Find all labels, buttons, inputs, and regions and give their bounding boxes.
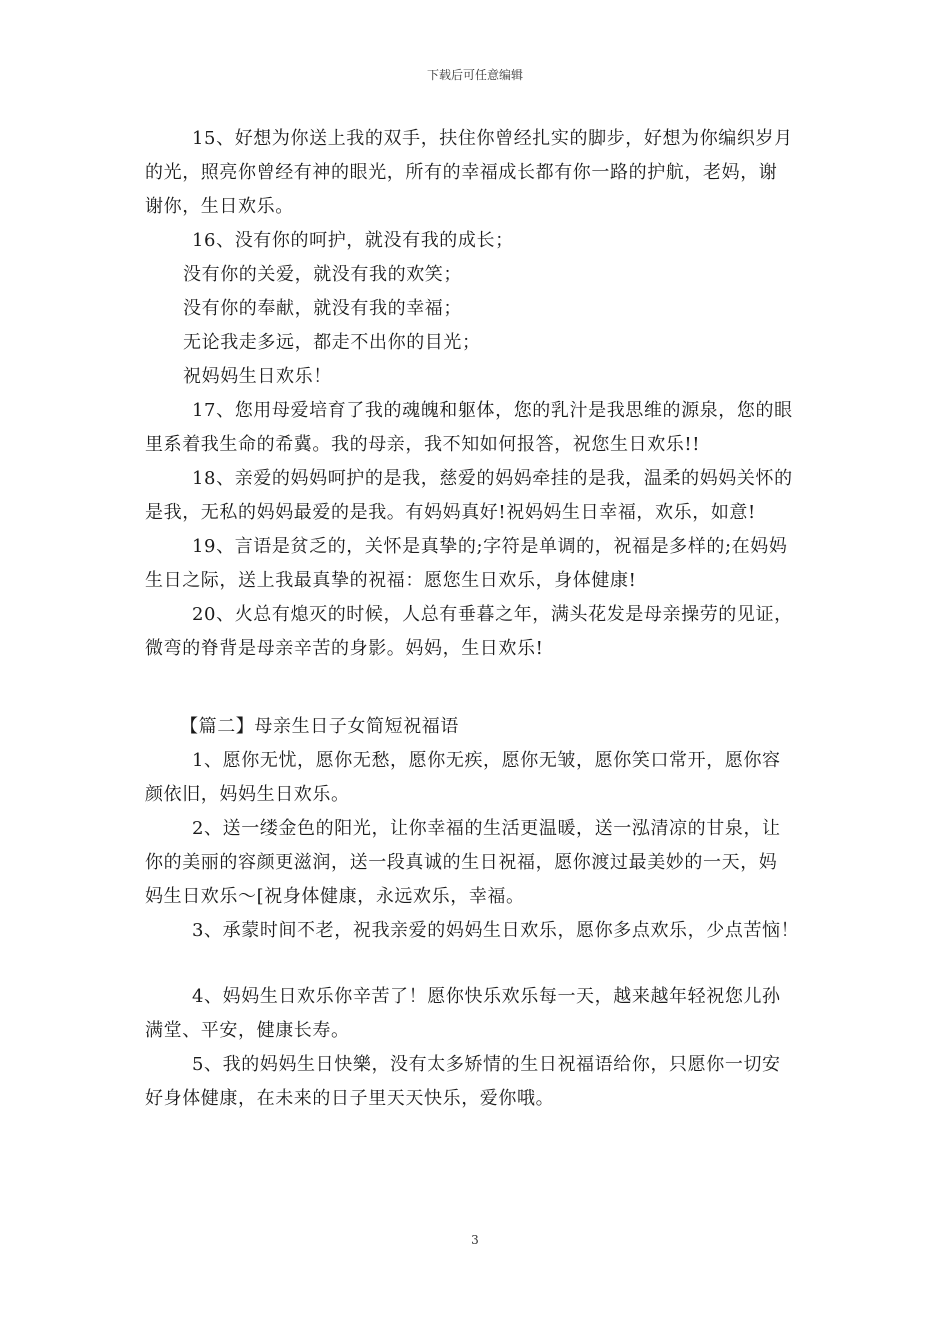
section-heading: 【篇二】母亲生日子女简短祝福语 xyxy=(180,716,459,737)
paragraph-16-line-3: 没有你的奉献，就没有我的幸福； xyxy=(183,298,462,319)
paragraph-19-line-2: 生日之际，送上我最真挚的祝福：愿您生日欢乐，身体健康! xyxy=(145,570,637,591)
paragraph-spacer xyxy=(145,948,810,980)
paragraph-15-line-2: 的光，照亮你曾经有神的眼光，所有的幸福成长都有你一路的护航，老妈，谢 xyxy=(145,162,778,183)
page-number: 3 xyxy=(471,1233,479,1247)
paragraph-20-line-2: 微弯的脊背是母亲辛苦的身影。妈妈，生日欢乐! xyxy=(145,638,544,659)
paragraph-17-line-2: 里系着我生命的希冀。我的母亲，我不知如何报答，祝您生日欢乐!! xyxy=(145,434,701,455)
paragraph-20-line-1: 20、火总有熄灭的时候，人总有垂暮之年，满头花发是母亲操劳的见证， xyxy=(192,604,793,625)
document-body xyxy=(145,122,810,1116)
section-spacer xyxy=(145,666,810,710)
item-2-line-3: 妈生日欢乐～[祝身体健康，永远欢乐，幸福。 xyxy=(145,886,525,907)
item-1-line-2: 颜依旧，妈妈生日欢乐。 xyxy=(145,784,350,805)
item-4-line-1: 4、妈妈生日欢乐你辛苦了！愿你快乐欢乐每一天，越来越年轻祝您儿孙 xyxy=(192,986,781,1007)
item-5-line-1: 5、我的妈妈生日快樂，没有太多矫情的生日祝福语给你，只愿你一切安 xyxy=(192,1054,781,1075)
paragraph-17-line-1: 17、您用母爱培育了我的魂魄和躯体，您的乳汁是我思维的源泉，您的眼 xyxy=(192,400,793,421)
paragraph-16-line-2: 没有你的关爱，就没有我的欢笑； xyxy=(183,264,462,285)
header-note: 下载后可任意编辑 xyxy=(426,68,523,82)
paragraph-15-line-3: 谢你，生日欢乐。 xyxy=(145,196,294,217)
item-3-line-1: 3、承蒙时间不老，祝我亲爱的妈妈生日欢乐，愿你多点欢乐，少点苦恼！ xyxy=(192,920,800,941)
item-2-line-1: 2、送一缕金色的阳光，让你幸福的生活更温暖，送一泓清凉的甘泉，让 xyxy=(192,818,781,839)
item-2-line-2: 你的美丽的容颜更滋润，送一段真诚的生日祝福，愿你渡过最美妙的一天，妈 xyxy=(145,852,778,873)
paragraph-18-line-1: 18、亲爱的妈妈呵护的是我，慈爱的妈妈牵挂的是我，温柔的妈妈关怀的 xyxy=(192,468,793,489)
item-1-line-1: 1、愿你无忧，愿你无愁，愿你无疾，愿你无皱，愿你笑口常开，愿你容 xyxy=(192,750,781,771)
paragraph-15-line-1: 15、好想为你送上我的双手，扶住你曾经扎实的脚步，好想为你编织岁月 xyxy=(192,128,793,149)
paragraph-16-line-4: 无论我走多远，都走不出你的目光； xyxy=(183,332,481,353)
paragraph-16-line-1: 16、没有你的呵护，就没有我的成长； xyxy=(192,230,514,251)
paragraph-16-line-5: 祝妈妈生日欢乐！ xyxy=(183,366,332,387)
paragraph-19-line-1: 19、言语是贫乏的，关怀是真挚的;字符是单调的，祝福是多样的;在妈妈 xyxy=(192,536,788,557)
item-4-line-2: 满堂、平安，健康长寿。 xyxy=(145,1020,350,1041)
paragraph-18-line-2: 是我，无私的妈妈最爱的是我。有妈妈真好!祝妈妈生日幸福，欢乐，如意! xyxy=(145,502,756,523)
item-5-line-2: 好身体健康，在未来的日子里天天快乐，爱你哦。 xyxy=(145,1088,555,1109)
